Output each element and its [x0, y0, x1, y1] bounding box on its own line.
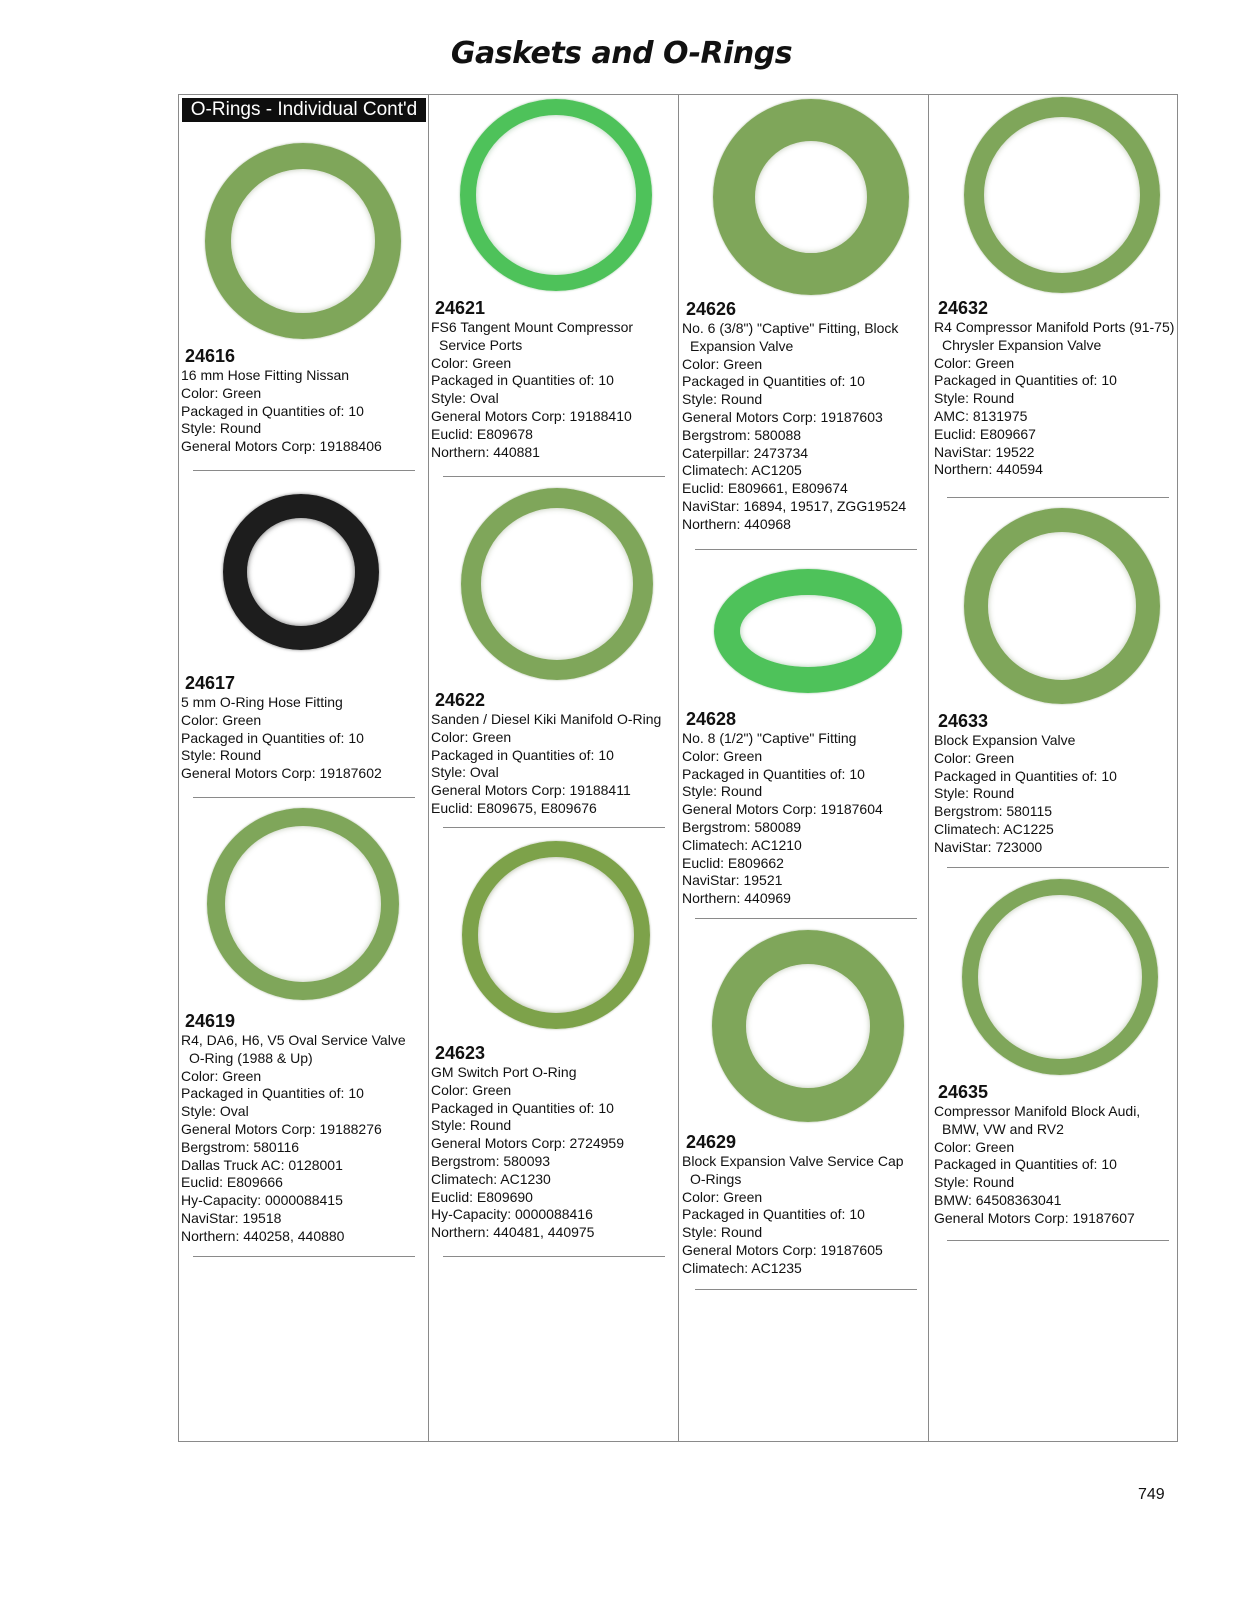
product-separator	[695, 918, 917, 919]
product-info	[682, 298, 906, 534]
product-detail-line: Expansion Valve	[690, 337, 794, 354]
product-detail-line: Color: Green	[934, 749, 1015, 766]
product-detail-line: Color: Green	[682, 747, 763, 764]
product-detail-line: Color: Green	[181, 711, 262, 728]
product-detail-line: Euclid: E809675, E809676	[431, 799, 597, 816]
product-detail-line: Northern: 440481, 440975	[431, 1224, 595, 1241]
product-detail-line: Bergstrom: 580093	[431, 1152, 551, 1169]
product-detail-line: Northern: 440594	[934, 461, 1043, 478]
product-separator	[193, 1256, 415, 1257]
product-detail-line: Style: Round	[682, 783, 763, 800]
product-detail-line: Service Ports	[439, 336, 523, 353]
product-info	[431, 297, 633, 461]
product-detail-line: AMC: 8131975	[934, 407, 1028, 424]
part-number: 24635	[938, 1082, 989, 1102]
part-number: 24622	[435, 690, 486, 710]
part-number: 24616	[185, 346, 236, 366]
product-separator	[443, 476, 665, 477]
product-detail-line: General Motors Corp: 19187603	[682, 408, 883, 425]
product-separator	[695, 549, 917, 550]
product-detail-line: R4 Compressor Manifold Ports (91-75)	[934, 319, 1175, 335]
product-detail-line: Packaged in Quantities of: 10	[431, 372, 614, 389]
product-detail-line: FS6 Tangent Mount Compressor	[431, 319, 634, 335]
product-detail-line: Packaged in Quantities of: 10	[431, 746, 614, 763]
product-detail-line: Northern: 440968	[682, 515, 791, 532]
product-detail-line: Style: Round	[682, 1224, 763, 1241]
green-o-ring-image	[714, 569, 902, 693]
green-o-ring-image	[205, 143, 401, 339]
product-detail-line: GM Switch Port O-Ring	[431, 1064, 577, 1080]
product-detail-line: Block Expansion Valve Service Cap	[682, 1153, 904, 1169]
product-detail-line: Style: Round	[181, 747, 262, 764]
product-separator	[443, 1256, 665, 1257]
green-o-ring-image	[964, 97, 1160, 293]
page-title: Gaskets and O-Rings	[450, 36, 793, 71]
product-detail-line: Climatech: AC1230	[431, 1170, 551, 1187]
product-detail-line: Style: Oval	[181, 1103, 249, 1120]
product-detail-line: Color: Green	[682, 1188, 763, 1205]
product-info	[934, 297, 1174, 479]
product-detail-line: Style: Oval	[431, 390, 499, 407]
product-detail-line: Style: Round	[934, 1174, 1015, 1191]
product-detail-line: NaviStar: 19522	[934, 443, 1035, 460]
product-detail-line: O-Ring (1988 & Up)	[189, 1049, 313, 1066]
product-detail-line: 5 mm O-Ring Hose Fitting	[181, 694, 343, 710]
product-detail-line: Hy-Capacity: 0000088416	[431, 1206, 593, 1223]
product-detail-line: 16 mm Hose Fitting Nissan	[181, 367, 350, 383]
product-detail-line: General Motors Corp: 19187605	[682, 1241, 883, 1258]
product-detail-line: Dallas Truck AC: 0128001	[181, 1156, 343, 1173]
product-detail-line: Euclid: E809662	[682, 854, 784, 871]
product-detail-line: Northern: 440258, 440880	[181, 1227, 345, 1244]
product-detail-line: Packaged in Quantities of: 10	[682, 373, 865, 390]
product-detail-line: NaviStar: 16894, 19517, ZGG19524	[682, 497, 907, 514]
product-detail-line: Packaged in Quantities of: 10	[934, 372, 1117, 389]
product-detail-line: Color: Green	[934, 354, 1015, 371]
product-separator	[947, 1240, 1169, 1241]
column-divider	[428, 95, 429, 1441]
part-number: 24619	[185, 1011, 236, 1031]
product-detail-line: Style: Round	[431, 1117, 512, 1134]
part-number: 24629	[686, 1132, 737, 1152]
product-detail-line: No. 8 (1/2") "Captive" Fitting	[682, 730, 857, 746]
product-detail-line: Bergstrom: 580116	[181, 1138, 300, 1155]
product-detail-line: Style: Round	[934, 785, 1015, 802]
product-detail-line: Style: Round	[181, 420, 262, 437]
product-detail-line: Bergstrom: 580115	[934, 803, 1053, 820]
product-detail-line: Compressor Manifold Block Audi,	[934, 1103, 1141, 1119]
page-number: 749	[1138, 1486, 1165, 1503]
product-info	[934, 1081, 1140, 1228]
product-detail-line: Packaged in Quantities of: 10	[181, 402, 364, 419]
part-number: 24621	[435, 298, 486, 318]
product-detail-line: General Motors Corp: 19187602	[181, 765, 382, 782]
column-divider	[678, 95, 679, 1441]
product-detail-line: Climatech: AC1205	[682, 462, 802, 479]
product-detail-line: Color: Green	[181, 1067, 262, 1084]
product-info	[682, 708, 883, 908]
product-detail-line: General Motors Corp: 19187604	[682, 801, 883, 818]
product-detail-line: BMW: 64508363041	[934, 1191, 1062, 1208]
product-detail-line: Style: Round	[682, 391, 763, 408]
product-detail-line: Euclid: E809667	[934, 425, 1036, 442]
part-number: 24623	[435, 1043, 486, 1063]
product-detail-line: BMW, VW and RV2	[942, 1120, 1064, 1137]
part-number: 24633	[938, 711, 989, 731]
product-detail-line: Packaged in Quantities of: 10	[181, 1085, 364, 1102]
product-detail-line: Packaged in Quantities of: 10	[181, 729, 364, 746]
product-detail-line: Style: Round	[934, 390, 1015, 407]
product-detail-line: General Motors Corp: 19188406	[181, 438, 382, 455]
product-detail-line: Packaged in Quantities of: 10	[682, 1206, 865, 1223]
green-o-ring-image	[713, 99, 909, 295]
green-o-ring-image	[962, 879, 1158, 1075]
product-detail-line: Euclid: E809690	[431, 1188, 533, 1205]
section-banner: O-Rings - Individual Cont'd	[182, 98, 426, 122]
product-detail-line: Chrysler Expansion Valve	[942, 336, 1102, 353]
product-separator	[695, 1289, 917, 1290]
product-detail-line: General Motors Corp: 19188411	[431, 782, 631, 799]
product-detail-line: General Motors Corp: 19188276	[181, 1120, 382, 1137]
product-detail-line: Climatech: AC1210	[682, 836, 802, 853]
product-info	[682, 1131, 904, 1278]
green-o-ring-image	[462, 841, 650, 1029]
product-separator	[947, 497, 1169, 498]
product-detail-line: Bergstrom: 580088	[682, 426, 802, 443]
product-detail-line: Northern: 440969	[682, 890, 791, 907]
product-detail-line: Packaged in Quantities of: 10	[682, 765, 865, 782]
green-o-ring-image	[460, 99, 652, 291]
product-detail-line: Packaged in Quantities of: 10	[934, 767, 1117, 784]
part-number: 24626	[686, 299, 737, 319]
product-detail-line: General Motors Corp: 19188410	[431, 407, 632, 424]
product-info	[934, 710, 1117, 857]
product-separator	[947, 867, 1169, 868]
product-separator	[193, 797, 415, 798]
product-detail-line: Color: Green	[934, 1138, 1015, 1155]
product-detail-line: General Motors Corp: 19187607	[934, 1209, 1135, 1226]
product-detail-line: Color: Green	[682, 355, 763, 372]
product-detail-line: Caterpillar: 2473734	[682, 444, 809, 461]
product-detail-line: NaviStar: 723000	[934, 838, 1043, 855]
product-detail-line: Euclid: E809666	[181, 1174, 283, 1191]
product-detail-line: Packaged in Quantities of: 10	[934, 1156, 1117, 1173]
product-detail-line: Climatech: AC1225	[934, 820, 1054, 837]
product-separator	[443, 827, 665, 828]
green-o-ring-image	[712, 930, 904, 1122]
product-detail-line: Northern: 440881	[431, 443, 540, 460]
product-info	[431, 1042, 624, 1242]
green-o-ring-image	[207, 808, 399, 1000]
part-number: 24628	[686, 709, 737, 729]
product-detail-line: R4, DA6, H6, V5 Oval Service Valve	[181, 1032, 406, 1048]
product-detail-line: O-Rings	[690, 1170, 742, 1187]
product-info	[181, 345, 382, 456]
product-detail-line: Block Expansion Valve	[934, 732, 1076, 748]
product-separator	[193, 470, 415, 471]
product-detail-line: Style: Oval	[431, 764, 499, 781]
product-detail-line: Color: Green	[431, 728, 512, 745]
column-divider	[928, 95, 929, 1441]
product-detail-line: Packaged in Quantities of: 10	[431, 1099, 614, 1116]
product-info	[181, 672, 382, 783]
black-o-ring-image	[223, 494, 379, 650]
green-o-ring-image	[461, 488, 653, 680]
product-detail-line: Euclid: E809678	[431, 425, 533, 442]
product-detail-line: NaviStar: 19518	[181, 1209, 282, 1226]
product-detail-line: No. 6 (3/8") "Captive" Fitting, Block	[682, 320, 899, 336]
product-detail-line: Color: Green	[431, 1081, 512, 1098]
part-number: 24632	[938, 298, 989, 318]
product-detail-line: Color: Green	[431, 354, 512, 371]
product-detail-line: General Motors Corp: 2724959	[431, 1135, 624, 1152]
product-detail-line: Sanden / Diesel Kiki Manifold O-Ring	[431, 711, 662, 727]
product-detail-line: Euclid: E809661, E809674	[682, 480, 848, 497]
product-detail-line: Color: Green	[181, 384, 262, 401]
product-detail-line: NaviStar: 19521	[682, 872, 783, 889]
green-o-ring-image	[964, 508, 1160, 704]
product-detail-line: Hy-Capacity: 0000088415	[181, 1192, 343, 1209]
product-info	[431, 689, 661, 818]
product-detail-line: Climatech: AC1235	[682, 1259, 802, 1276]
product-detail-line: Bergstrom: 580089	[682, 818, 802, 835]
product-info	[181, 1010, 406, 1246]
part-number: 24617	[185, 673, 236, 693]
